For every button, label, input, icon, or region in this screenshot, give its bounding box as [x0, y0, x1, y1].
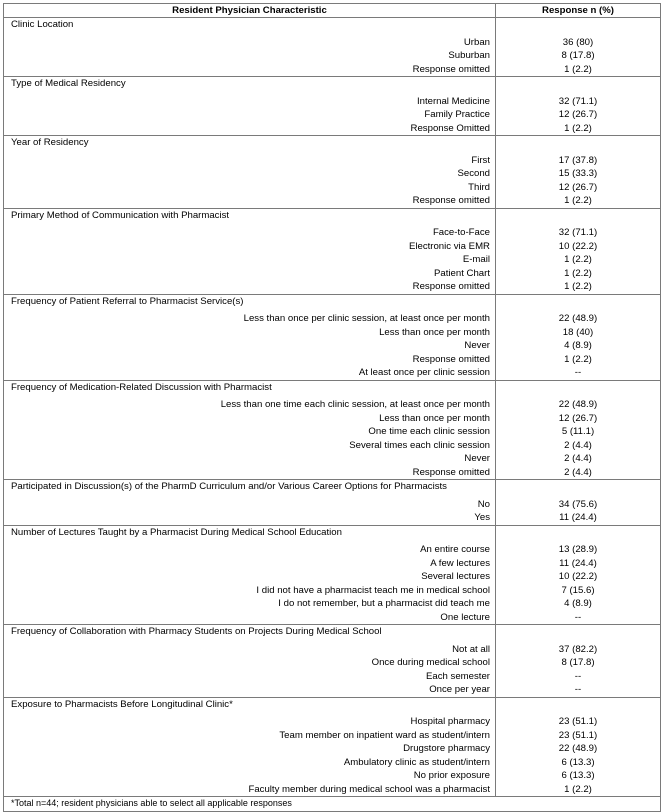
- row-value: 6 (13.3): [496, 756, 661, 770]
- row-label: Once per year: [4, 683, 496, 697]
- section-title: Frequency of Patient Referral to Pharmacist Service(s): [4, 294, 496, 308]
- section-title: Frequency of Collaboration with Pharmacy Students on Projects During Medical School: [4, 625, 496, 639]
- row-label: Not at all: [4, 643, 496, 657]
- section-title-blank: [496, 480, 661, 494]
- row-value: 2 (4.4): [496, 439, 661, 453]
- table-row: [4, 253, 661, 267]
- table-row: [4, 611, 661, 625]
- row-value: 13 (28.9): [496, 543, 661, 557]
- section-title-row: [4, 294, 661, 308]
- table-row: [4, 226, 661, 240]
- row-value: --: [496, 366, 661, 380]
- row-value: 1 (2.2): [496, 280, 661, 294]
- row-value: 36 (80): [496, 36, 661, 50]
- row-label: Response omitted: [4, 466, 496, 480]
- table-row: [4, 769, 661, 783]
- section-title: Clinic Location: [4, 18, 496, 32]
- row-label: Hospital pharmacy: [4, 715, 496, 729]
- row-value: 11 (24.4): [496, 557, 661, 571]
- section-title: Exposure to Pharmacists Before Longitudinal Clinic*: [4, 697, 496, 711]
- row-label: Ambulatory clinic as student/intern: [4, 756, 496, 770]
- row-value: 23 (51.1): [496, 729, 661, 743]
- table-row: [4, 312, 661, 326]
- section-title-row: [4, 18, 661, 32]
- characteristics-table: [3, 3, 661, 812]
- table-row: [4, 36, 661, 50]
- section-title-blank: [496, 294, 661, 308]
- row-value: 12 (26.7): [496, 108, 661, 122]
- table-row: [4, 783, 661, 797]
- footnote-row: [4, 797, 661, 812]
- row-label: Each semester: [4, 670, 496, 684]
- section-title-blank: [496, 697, 661, 711]
- row-label: Team member on inpatient ward as student/intern: [4, 729, 496, 743]
- table-row: [4, 240, 661, 254]
- row-value: 18 (40): [496, 326, 661, 340]
- table-row: [4, 398, 661, 412]
- row-value: 1 (2.2): [496, 353, 661, 367]
- table-row: [4, 452, 661, 466]
- table-row: [4, 683, 661, 697]
- section-title: Primary Method of Communication with Pharmacist: [4, 208, 496, 222]
- row-label: One time each clinic session: [4, 425, 496, 439]
- section-title-row: [4, 525, 661, 539]
- table-row: [4, 412, 661, 426]
- section-title-row: [4, 480, 661, 494]
- row-label: Response omitted: [4, 194, 496, 208]
- row-label: First: [4, 154, 496, 168]
- row-label: Drugstore pharmacy: [4, 742, 496, 756]
- row-value: --: [496, 611, 661, 625]
- header-row: [4, 4, 661, 18]
- row-label: A few lectures: [4, 557, 496, 571]
- table-row: [4, 353, 661, 367]
- table-row: [4, 511, 661, 525]
- table-row: [4, 95, 661, 109]
- row-value: 34 (75.6): [496, 498, 661, 512]
- row-label: Response Omitted: [4, 122, 496, 136]
- header-response: Response n (%): [496, 4, 661, 18]
- section-title-blank: [496, 136, 661, 150]
- table-row: [4, 557, 661, 571]
- row-value: 1 (2.2): [496, 267, 661, 281]
- table-body: [4, 18, 661, 812]
- table-row: [4, 543, 661, 557]
- row-value: 2 (4.4): [496, 466, 661, 480]
- section-title: Frequency of Medication-Related Discussion with Pharmacist: [4, 380, 496, 394]
- row-label: Less than once per month: [4, 326, 496, 340]
- section-title: Number of Lectures Taught by a Pharmacist During Medical School Education: [4, 525, 496, 539]
- row-value: 5 (11.1): [496, 425, 661, 439]
- row-label: Once during medical school: [4, 656, 496, 670]
- section-title-row: [4, 697, 661, 711]
- row-label: Yes: [4, 511, 496, 525]
- row-value: 10 (22.2): [496, 240, 661, 254]
- table-row: [4, 339, 661, 353]
- section-title-blank: [496, 625, 661, 639]
- row-label: Electronic via EMR: [4, 240, 496, 254]
- row-value: 1 (2.2): [496, 122, 661, 136]
- table-row: [4, 425, 661, 439]
- table-row: [4, 267, 661, 281]
- table-row: [4, 181, 661, 195]
- table-row: [4, 49, 661, 63]
- row-value: 22 (48.9): [496, 312, 661, 326]
- row-value: 37 (82.2): [496, 643, 661, 657]
- row-label: Third: [4, 181, 496, 195]
- table-row: [4, 656, 661, 670]
- section-title: Type of Medical Residency: [4, 77, 496, 91]
- table-row: [4, 167, 661, 181]
- row-value: 8 (17.8): [496, 656, 661, 670]
- section-title-blank: [496, 380, 661, 394]
- row-value: 7 (15.6): [496, 584, 661, 598]
- section-title-row: [4, 380, 661, 394]
- row-value: 4 (8.9): [496, 597, 661, 611]
- row-label: At least once per clinic session: [4, 366, 496, 380]
- table-row: [4, 439, 661, 453]
- row-value: 1 (2.2): [496, 194, 661, 208]
- row-value: 22 (48.9): [496, 398, 661, 412]
- row-value: 23 (51.1): [496, 715, 661, 729]
- table-row: [4, 63, 661, 77]
- row-label: Never: [4, 339, 496, 353]
- row-value: 22 (48.9): [496, 742, 661, 756]
- row-label: Internal Medicine: [4, 95, 496, 109]
- table-row: [4, 643, 661, 657]
- row-label: Never: [4, 452, 496, 466]
- row-label: One lecture: [4, 611, 496, 625]
- table-row: [4, 280, 661, 294]
- table-row: [4, 742, 661, 756]
- table-row: [4, 194, 661, 208]
- row-label: Second: [4, 167, 496, 181]
- row-value: 2 (4.4): [496, 452, 661, 466]
- row-value: 1 (2.2): [496, 783, 661, 797]
- row-value: 11 (24.4): [496, 511, 661, 525]
- row-label: Several times each clinic session: [4, 439, 496, 453]
- table-row: [4, 154, 661, 168]
- row-label: Response omitted: [4, 353, 496, 367]
- row-label: Faculty member during medical school was a pharmacist: [4, 783, 496, 797]
- section-title: Year of Residency: [4, 136, 496, 150]
- row-value: 8 (17.8): [496, 49, 661, 63]
- table-row: [4, 466, 661, 480]
- table-row: [4, 729, 661, 743]
- table-row: [4, 584, 661, 598]
- table-row: [4, 597, 661, 611]
- row-value: 17 (37.8): [496, 154, 661, 168]
- table-row: [4, 326, 661, 340]
- section-title-blank: [496, 208, 661, 222]
- section-title-row: [4, 625, 661, 639]
- row-value: 15 (33.3): [496, 167, 661, 181]
- footnote: *Total n=44; resident physicians able to select all applicable responses: [4, 797, 661, 812]
- table-row: [4, 122, 661, 136]
- row-label: I did not have a pharmacist teach me in medical school: [4, 584, 496, 598]
- row-label: An entire course: [4, 543, 496, 557]
- row-label: Less than once per month: [4, 412, 496, 426]
- section-title-row: [4, 77, 661, 91]
- row-label: Face-to-Face: [4, 226, 496, 240]
- row-label: Patient Chart: [4, 267, 496, 281]
- row-value: 4 (8.9): [496, 339, 661, 353]
- table-row: [4, 670, 661, 684]
- row-label: Less than once per clinic session, at least once per month: [4, 312, 496, 326]
- row-label: Response omitted: [4, 63, 496, 77]
- row-label: No: [4, 498, 496, 512]
- row-label: Family Practice: [4, 108, 496, 122]
- row-value: 1 (2.2): [496, 63, 661, 77]
- row-label: Less than one time each clinic session, at least once per month: [4, 398, 496, 412]
- row-value: 32 (71.1): [496, 95, 661, 109]
- row-label: Response omitted: [4, 280, 496, 294]
- section-title-row: [4, 136, 661, 150]
- section-title-row: [4, 208, 661, 222]
- row-value: --: [496, 683, 661, 697]
- row-label: Suburban: [4, 49, 496, 63]
- section-title-blank: [496, 77, 661, 91]
- row-label: I do not remember, but a pharmacist did teach me: [4, 597, 496, 611]
- row-value: --: [496, 670, 661, 684]
- table-row: [4, 108, 661, 122]
- row-value: 1 (2.2): [496, 253, 661, 267]
- table-row: [4, 570, 661, 584]
- section-title-blank: [496, 18, 661, 32]
- row-label: Several lectures: [4, 570, 496, 584]
- row-value: 12 (26.7): [496, 412, 661, 426]
- table-row: [4, 366, 661, 380]
- row-label: No prior exposure: [4, 769, 496, 783]
- row-label: E-mail: [4, 253, 496, 267]
- header-characteristic: Resident Physician Characteristic: [4, 4, 496, 18]
- table-row: [4, 715, 661, 729]
- row-value: 12 (26.7): [496, 181, 661, 195]
- row-value: 10 (22.2): [496, 570, 661, 584]
- section-title-blank: [496, 525, 661, 539]
- row-value: 32 (71.1): [496, 226, 661, 240]
- section-title: Participated in Discussion(s) of the PharmD Curriculum and/or Various Career Options for Pharmacists: [4, 480, 496, 494]
- table-row: [4, 498, 661, 512]
- row-label: Urban: [4, 36, 496, 50]
- row-value: 6 (13.3): [496, 769, 661, 783]
